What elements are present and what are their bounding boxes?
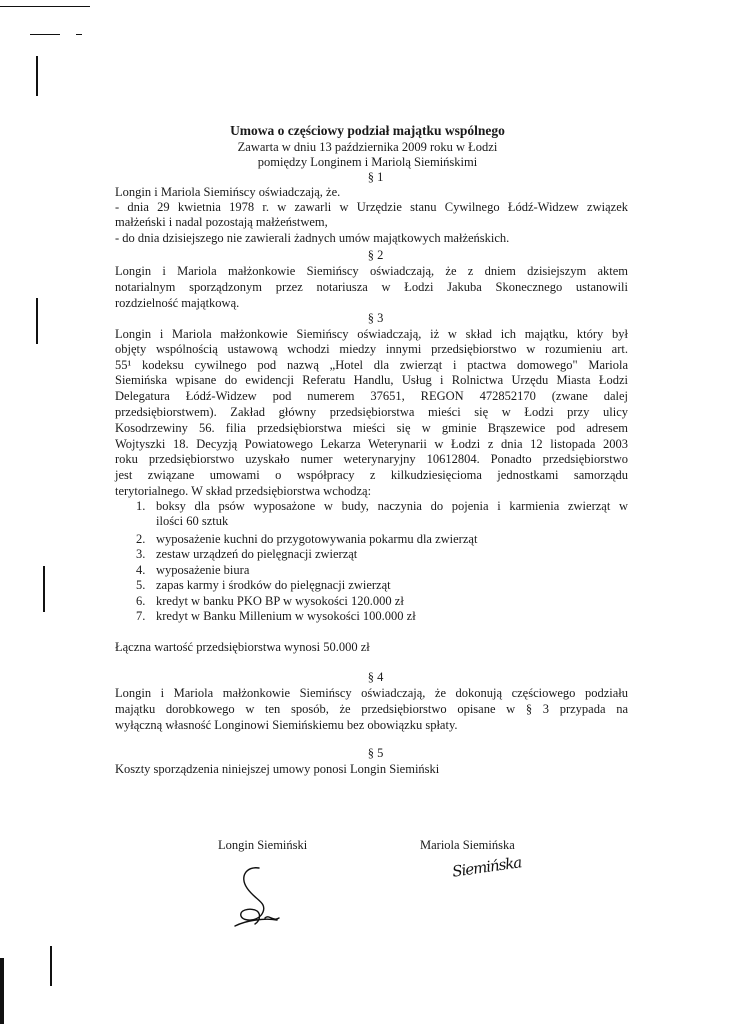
list-item-number: 4. [136, 563, 146, 577]
list-item-number: 1. [136, 499, 146, 513]
section-3-line: Siemińska wpisane do ewidencji Referatu Handlu, Usług i Rolnictwa Urzędu Miasta Łodzi [115, 373, 628, 387]
section-4-line: majątku dorobkowego w ten sposób, że przedsiębiorstwo opisane w § 3 przypada na [115, 702, 628, 716]
list-item-number: 5. [136, 578, 146, 592]
signature-left-handwritten [225, 862, 285, 932]
section-3-line: Delegatura Łódź-Widzew pod numerem 37651, REGON 472852170 (zwane dalej [115, 389, 628, 403]
list-item: kredyt w Banku Millenium w wysokości 100.000 zł [156, 609, 416, 623]
parties-line: pomiędzy Longinem i Mariolą Siemińskimi [257, 155, 478, 169]
section-3-line: jest związane umowami o współpracy z kilkudziesięcioma jednostkami samorządu [115, 468, 628, 482]
list-item: kredyt w banku PKO BP w wysokości 120.000 zł [156, 594, 404, 608]
total-value-line: Łączna wartość przedsiębiorstwa wynosi 50.000 zł [115, 640, 370, 654]
section-3-line: Kosodrzewiny 56. filia przedsiębiorstwa mieści się w gminie Brąszewice pod adresem [115, 421, 628, 435]
section-3-line: terytorialnego. W skład przedsiębiorstwa wchodzą: [115, 484, 372, 498]
section-5-mark: § 5 [367, 746, 384, 760]
section-3-line: roku przedsiębiorstwo uzyskało numer weterynaryjny 10612804. Ponadto przedsiębiorstwo [115, 452, 628, 466]
list-item-number: 3. [136, 547, 146, 561]
section-3-line: przedsiębiorstwem). Zakład główny przedsiębiorstwa mieści się w Łodzi przy ulicy [115, 405, 628, 419]
section-3-line: Longin i Mariola małżonkowie Siemińscy oświadczają, iż w skład ich majątku, który był [115, 327, 628, 341]
scan-artifact-top-line [0, 6, 90, 7]
list-item: zapas karmy i środków do pielęgnacji zwierząt [156, 578, 391, 592]
list-item: zestaw urządzeń do pielęgnacji zwierząt [156, 547, 358, 561]
scan-artifact-dash [76, 34, 82, 35]
scan-artifact-margin-bar [0, 958, 4, 1024]
section-3-line: objęty wspólnością ustawową wchodzi miedzy innymi przedsiębiorstwo w rozumieniu art. [115, 342, 628, 356]
signature-right-handwritten: Siemińska [451, 853, 523, 881]
section-2-line: Longin i Mariola małżonkowie Siemińscy oświadczają, że z dniem dzisiejszym aktem [115, 264, 628, 278]
date-line: Zawarta w dniu 13 października 2009 roku w Łodzi [237, 140, 498, 154]
list-item-number: 6. [136, 594, 146, 608]
section-1-line: Longin i Mariola Siemińscy oświadczają, że. [115, 185, 341, 199]
section-1-line: - dnia 29 kwietnia 1978 r. w zawarli w Urzędzie stanu Cywilnego Łódź-Widzew związek [115, 200, 628, 214]
section-5-line: Koszty sporządzenia niniejszej umowy ponosi Longin Siemiński [115, 762, 440, 776]
section-1-line: małżeński i nadal pozostają małżeństwem, [115, 215, 328, 229]
section-3-mark: § 3 [367, 311, 384, 325]
signature-name-right: Mariola Siemińska [420, 838, 515, 852]
scan-artifact-margin-line [50, 946, 52, 986]
scan-artifact-margin-line [36, 56, 38, 96]
list-item-number: 2. [136, 532, 146, 546]
section-1-mark: § 1 [367, 170, 384, 184]
list-item-continuation: ilości 60 sztuk [156, 514, 229, 528]
signature-name-left: Longin Siemiński [218, 838, 308, 852]
section-2-line: notarialnym sporządzonym przez notariusza w Łodzi Jakuba Skonecznego ustanowili [115, 280, 628, 294]
section-4-line: Longin i Mariola małżonkowie Siemińscy oświadczają, że dokonują częściowego podziału [115, 686, 628, 700]
section-1-line: - do dnia dzisiejszego nie zawierali żadnych umów majątkowych małżeńskich. [115, 231, 510, 245]
scan-artifact-dash [30, 34, 60, 35]
list-item: boksy dla psów wyposażone w budy, naczynia do pojenia i karmienia zwierząt w [156, 499, 628, 513]
section-2-line: rozdzielność majątkową. [115, 296, 240, 310]
section-3-line: Wojtyszki 18. Decyzją Powiatowego Lekarza Weterynarii w Łodzi z dnia 12 listopada 2003 [115, 437, 628, 451]
document-title: Umowa o częściowy podział majątku wspólnego [230, 123, 505, 138]
scan-artifact-margin-line [43, 566, 45, 612]
list-item: wyposażenie biura [156, 563, 250, 577]
section-2-mark: § 2 [367, 248, 384, 262]
section-3-line: 55¹ kodeksu cywilnego pod nazwą „Hotel dla zwierząt i ptactwa domowego" Mariola [115, 358, 628, 372]
section-4-mark: § 4 [367, 670, 384, 684]
list-item-number: 7. [136, 609, 146, 623]
section-4-line: wyłączną własność Longinowi Siemińskiemu bez obowiązku spłaty. [115, 718, 458, 732]
list-item: wyposażenie kuchni do przygotowywania pokarmu dla zwierząt [156, 532, 478, 546]
